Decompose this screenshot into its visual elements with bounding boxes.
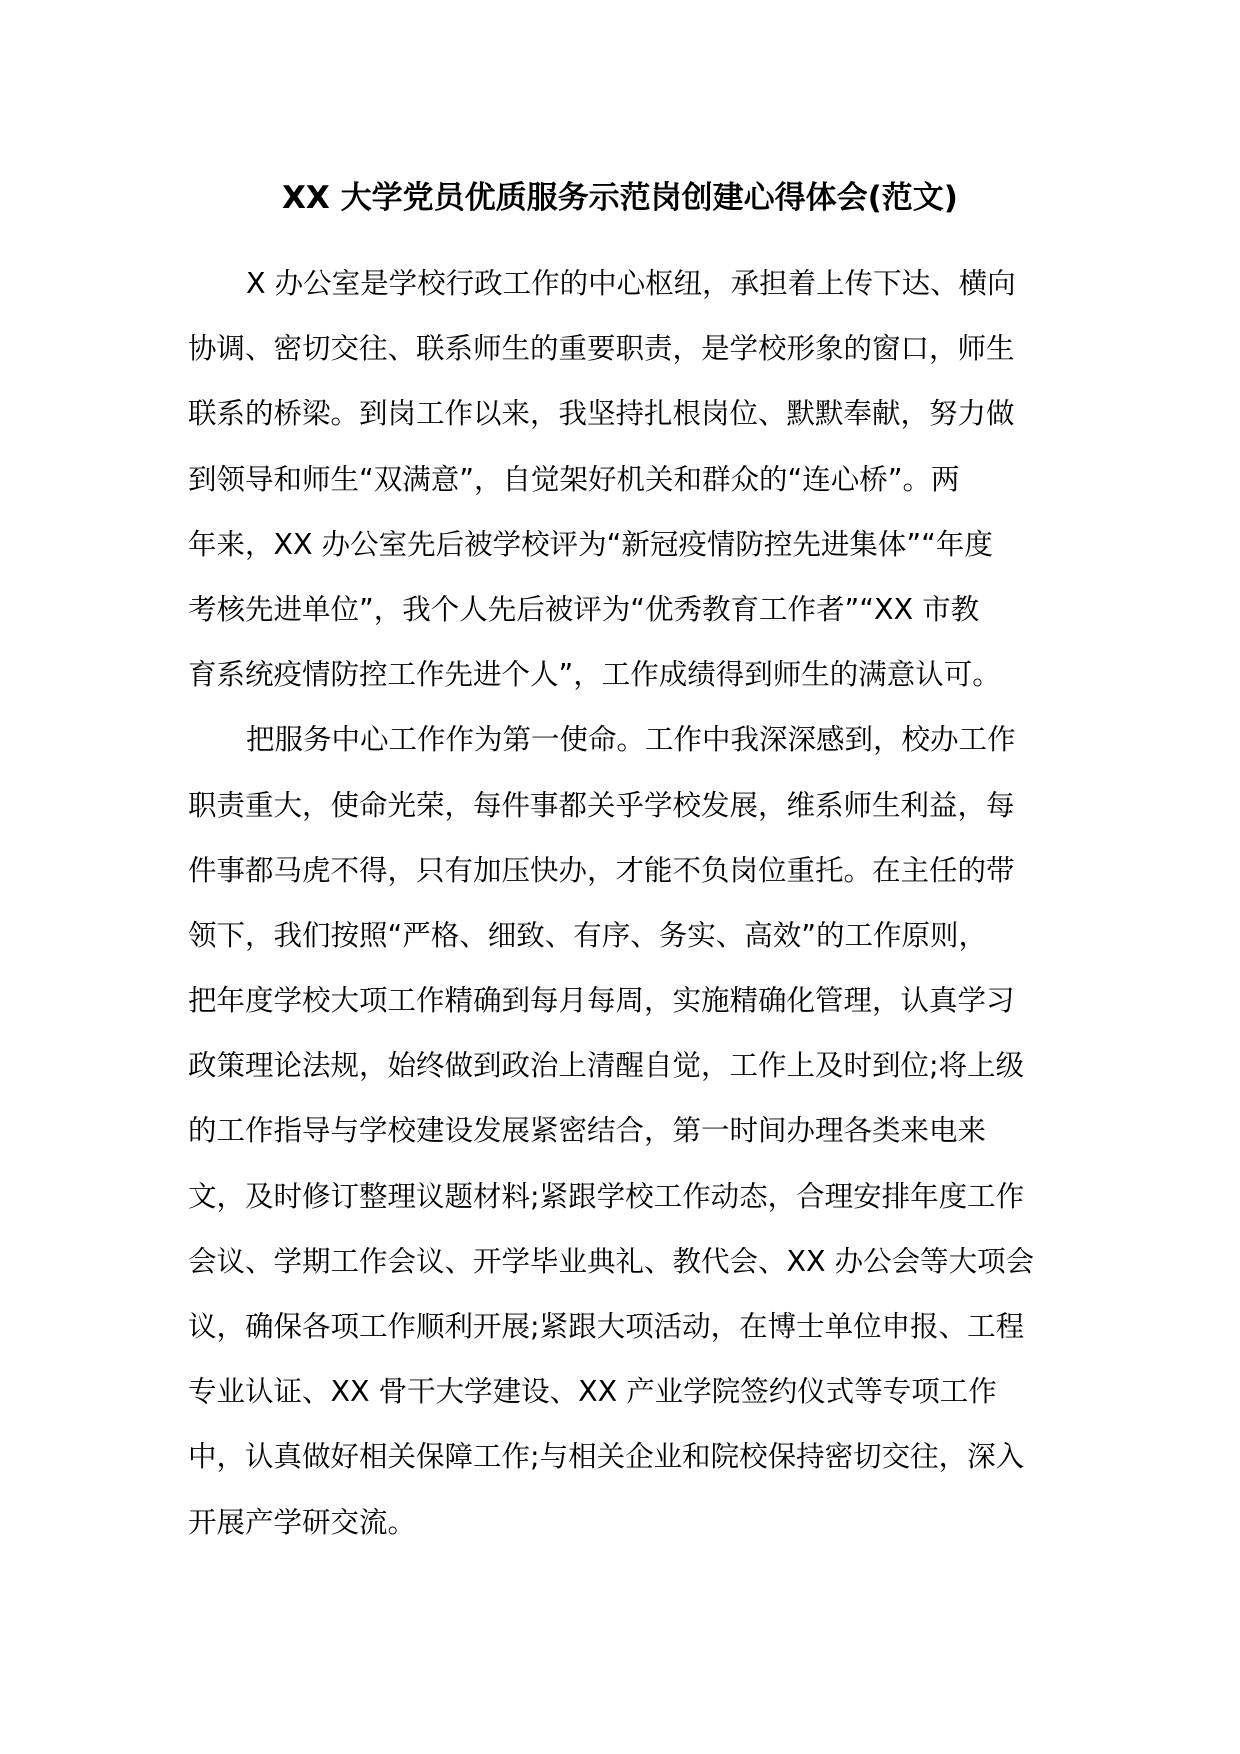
paragraph-line: 协调、密切交往、联系师生的重要职责，是学校形象的窗口，师生 <box>188 332 1015 366</box>
paragraph-line: 文，及时修订整理议题材料;紧跟学校工作动态，合理安排年度工作 <box>188 1179 1025 1213</box>
paragraph-line: 议，确保各项工作顺利开展;紧跟大项活动，在博士单位申报、工程 <box>188 1310 1025 1343</box>
paragraph-line: 把年度学校大项工作精确到每月每周，实施精确化管理，认真学习 <box>188 984 1015 1018</box>
paragraph-line: 职责重大，使命光荣，每件事都关乎学校发展，维系师生利益，每 <box>188 788 1015 822</box>
paragraph-line: 会议、学期工作会议、开学毕业典礼、教代会、XX 办公会等大项会 <box>188 1244 1035 1278</box>
paragraph-line: 政策理论法规，始终做到政治上清醒自觉，工作上及时到位;将上级 <box>188 1049 1025 1083</box>
paragraph-line: 开展产学研交流。 <box>188 1505 417 1539</box>
paragraph-line: 年来，XX 办公室先后被学校评为“新冠疫情防控先进集体”“年度 <box>188 527 993 561</box>
paragraph-line: 件事都马虎不得，只有加压快办，才能不负岗位重托。在主任的带 <box>188 853 1015 887</box>
paragraph-line: 的工作指导与学校建设发展紧密结合，第一时间办理各类来电来 <box>188 1114 987 1148</box>
document-title: XX 大学党员优质服务示范岗创建心得体会(范文) <box>282 180 958 216</box>
paragraph-line: 专业认证、XX 骨干大学建设、XX 产业学院签约仪式等专项工作 <box>188 1375 997 1409</box>
paragraph-line: 中，认真做好相关保障工作;与相关企业和院校保持密切交往，深入 <box>188 1440 1025 1474</box>
document-body <box>188 262 1056 1566</box>
paragraph-line: 领下，我们按照“严格、细致、有序、务实、高效”的工作原则， <box>188 918 988 952</box>
paragraph-1 <box>188 262 1056 718</box>
paragraph-line: 到领导和师生“双满意”，自觉架好机关和群众的“连心桥”。两 <box>188 462 960 496</box>
paragraph-line: 考核先进单位”，我个人先后被评为“优秀教育工作者”“XX 市教 <box>188 592 980 626</box>
paragraph-line: 育系统疫情防控工作先进个人”，工作成绩得到师生的满意认可。 <box>188 658 1001 692</box>
paragraph-2 <box>188 718 1056 1565</box>
paragraph-line: 联系的桥梁。到岗工作以来，我坚持扎根岗位、默默奉献，努力做 <box>188 397 1015 431</box>
paragraph-line: X 办公室是学校行政工作的中心枢纽，承担着上传下达、横向 <box>246 267 1016 300</box>
paragraph-line: 把服务中心工作作为第一使命。工作中我深深感到，校办工作 <box>246 723 1016 757</box>
